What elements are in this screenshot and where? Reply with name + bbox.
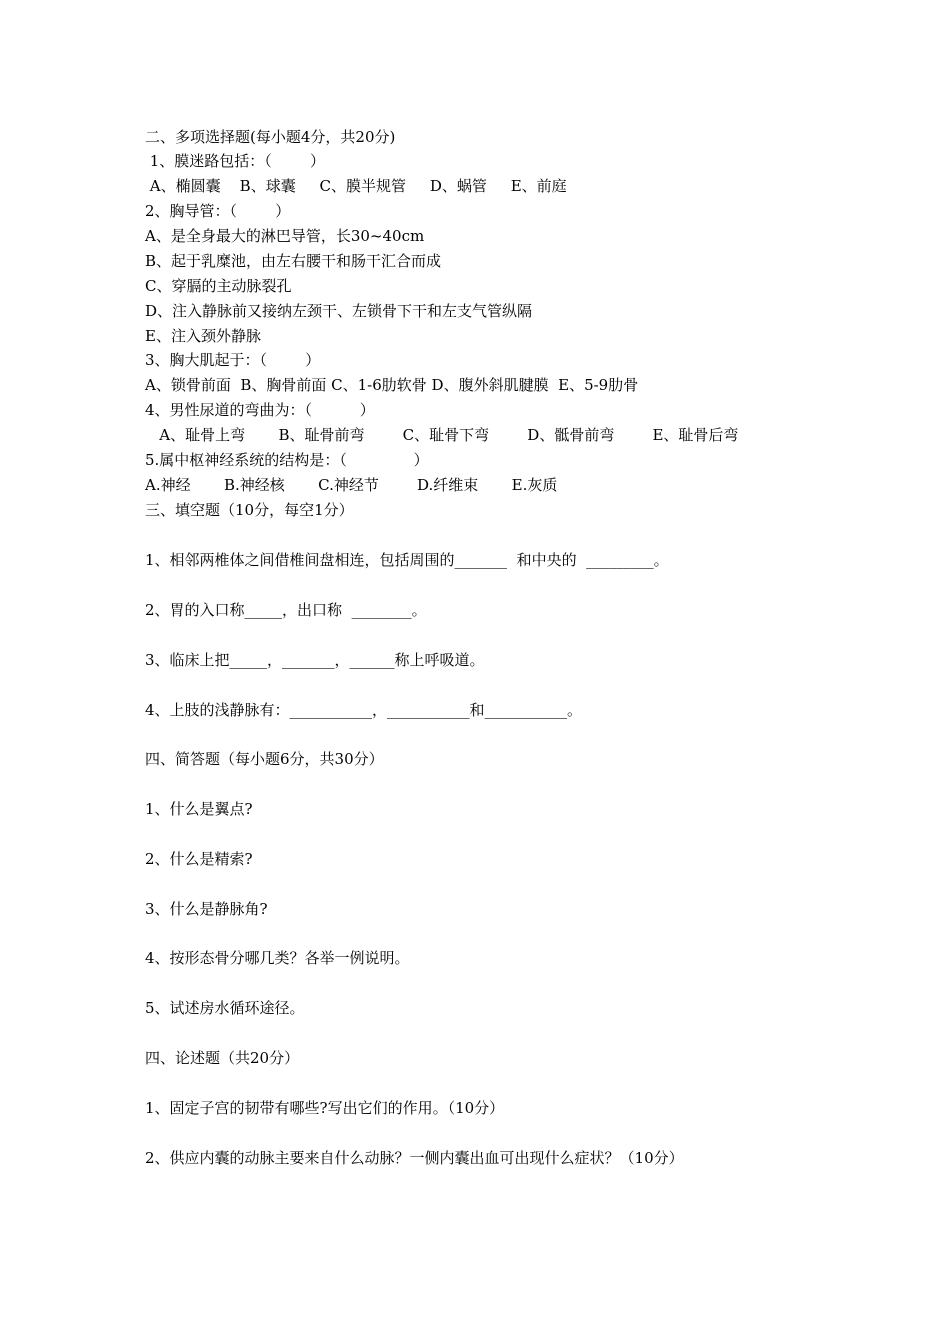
question-4-5: 5、试述房水循环途径。 — [145, 999, 305, 1017]
question-2-3-options: A、锁骨前面 B、胸骨前面 C、1-6肋软骨 D、腹外斜肌腱膜 E、5-9肋骨 — [145, 376, 639, 394]
section-2-title: 二、多项选择题(每小题4分，共20分) — [145, 128, 396, 146]
question-3-2: 2、胃的入口称_____，出口称 ________。 — [145, 601, 427, 619]
question-2-5-options: A.神经 B.神经核 C.神经节 D.纤维束 E.灰质 — [145, 476, 558, 494]
question-2-2-option-a: A、是全身最大的淋巴导管，长30~40cm — [145, 227, 425, 245]
question-4-3: 3、什么是静脉角? — [145, 900, 268, 918]
question-4-4: 4、按形态骨分哪几类？各举一例说明。 — [145, 949, 410, 967]
question-5-2: 2、供应内囊的动脉主要来自什么动脉？一侧内囊出血可出现什么症状？（10分） — [145, 1149, 684, 1167]
question-2-5-stem: 5.属中枢神经系统的结构是：（ ） — [145, 451, 429, 469]
question-2-4-stem: 4、男性尿道的弯曲为：（ ） — [145, 401, 375, 419]
question-4-2: 2、什么是精索? — [145, 850, 253, 868]
section-5-title: 四、论述题（共20分） — [145, 1049, 300, 1067]
question-5-1: 1、固定子宫的韧带有哪些?写出它们的作用。（10分） — [145, 1099, 505, 1117]
question-2-2-option-e: E、注入颈外静脉 — [145, 327, 261, 345]
question-3-4: 4、上肢的浅静脉有：___________，___________和___________。 — [145, 701, 583, 719]
question-2-1-stem: 1、膜迷路包括：（ ） — [145, 152, 325, 170]
question-2-2-stem: 2、胸导管：（ ） — [145, 202, 291, 220]
question-2-2-option-c: C、穿膈的主动脉裂孔 — [145, 277, 292, 295]
section-4-title: 四、简答题（每小题6分，共30分） — [145, 750, 384, 768]
question-3-1: 1、相邻两椎体之间借椎间盘相连，包括周围的_______ 和中央的 _________。 — [145, 551, 669, 569]
question-3-3: 3、临床上把_____，_______，______称上呼吸道。 — [145, 651, 485, 669]
question-2-3-stem: 3、胸大肌起于：（ ） — [145, 351, 321, 369]
question-2-1-options: A、椭圆囊 B、球囊 C、膜半规管 D、蜗管 E、前庭 — [145, 177, 567, 195]
question-2-4-options: A、耻骨上弯 B、耻骨前弯 C、耻骨下弯 D、骶骨前弯 E、耻骨后弯 — [145, 426, 739, 444]
question-2-2-option-d: D、注入静脉前又接纳左颈干、左锁骨下干和左支气管纵隔 — [145, 302, 533, 320]
question-2-2-option-b: B、起于乳糜池，由左右腰干和肠干汇合而成 — [145, 252, 442, 270]
question-4-1: 1、什么是翼点? — [145, 800, 253, 818]
section-3-title: 三、填空题（10分，每空1分） — [145, 501, 354, 519]
